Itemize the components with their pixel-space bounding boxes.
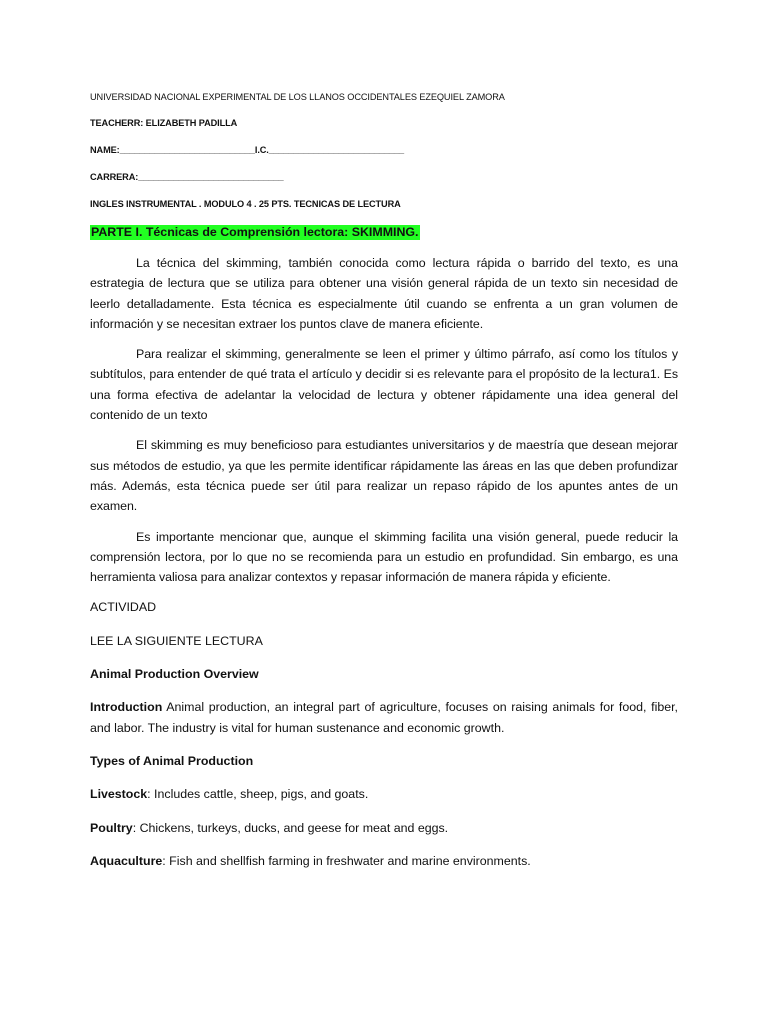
part1-title: PARTE I. Técnicas de Comprensión lectora: SKIMMING. (91, 225, 419, 239)
activity-label: ACTIVIDAD (90, 600, 157, 615)
name-line: NAME:___________________________I.C.___________________________ (90, 145, 405, 155)
part1-title-wrap (90, 223, 678, 253)
teacher-line: TEACHERR: ELIZABETH PADILLA (90, 118, 238, 128)
type-text: : Chickens, turkeys, ducks, and geese for meat and eggs. (132, 820, 449, 835)
type-item-aquaculture (90, 851, 678, 871)
activity-instruction: LEE LA SIGUIENTE LECTURA (90, 633, 263, 648)
module-line: INGLES INSTRUMENTAL . MODULO 4 . 25 PTS. TECNICAS DE LECTURA (90, 199, 401, 209)
paragraph-2: Para realizar el skimming, generalmente se leen el primer y último párrafo, así como los títulos y subtítulos, para entender de qué trata el artículo y decidir si es relevante para el propósito de la lectura1. Es una forma efectiva de adelantar la velocidad de lectura y obtener rápidamente una idea general del contenido de un texto (90, 347, 678, 423)
type-text: : Includes cattle, sheep, pigs, and goats. (147, 787, 369, 802)
introduction-label: Introduction (90, 700, 163, 715)
career-line: CARRERA:_____________________________ (90, 172, 284, 182)
type-item-livestock (90, 784, 678, 804)
type-label: Aquaculture (90, 853, 163, 868)
type-label: Poultry (90, 820, 133, 835)
paragraph-4: Es importante mencionar que, aunque el skimming facilita una visión general, puede reducir la comprensión lectora, por lo que no se recomienda para un estudio en profundidad. Sin embargo, es una herramienta valiosa para analizar contextos y repasar información de manera rápida y eficiente. (90, 529, 678, 585)
reading-title: Animal Production Overview (90, 667, 259, 682)
type-label: Livestock (90, 787, 148, 802)
paragraph-1: La técnica del skimming, también conocida como lectura rápida o barrido del texto, es una estrategia de lectura que se utiliza para obtener una visión general rápida de un texto sin necesidad de leerlo detalladamente. Esta técnica es especialmente útil cuando se enfrenta a un gran volumen de información y se necesitan extraer los puntos clave de manera eficiente. (90, 256, 678, 331)
introduction-text: Animal production, an integral part of agriculture, focuses on raising animals for food, fiber, and labor. The industry is vital for human sustenance and economic growth. (90, 700, 678, 735)
type-text: : Fish and shellfish farming in freshwater and marine environments. (162, 853, 531, 868)
university-name: UNIVERSIDAD NACIONAL EXPERIMENTAL DE LOS LLANOS OCCIDENTALES EZEQUIEL ZAMORA (90, 92, 505, 102)
type-item-poultry (90, 818, 678, 838)
paragraph-3: El skimming es muy beneficioso para estudiantes universitarios y de maestría que desean mejorar sus métodos de estudio, ya que les permite identificar rápidamente las áreas en las que deben profundizar más. Además, esta técnica puede ser útil para realizar un repaso rápido de los apuntes antes de un examen. (90, 438, 678, 514)
introduction-paragraph (90, 697, 678, 738)
types-heading: Types of Animal Production (90, 753, 254, 768)
